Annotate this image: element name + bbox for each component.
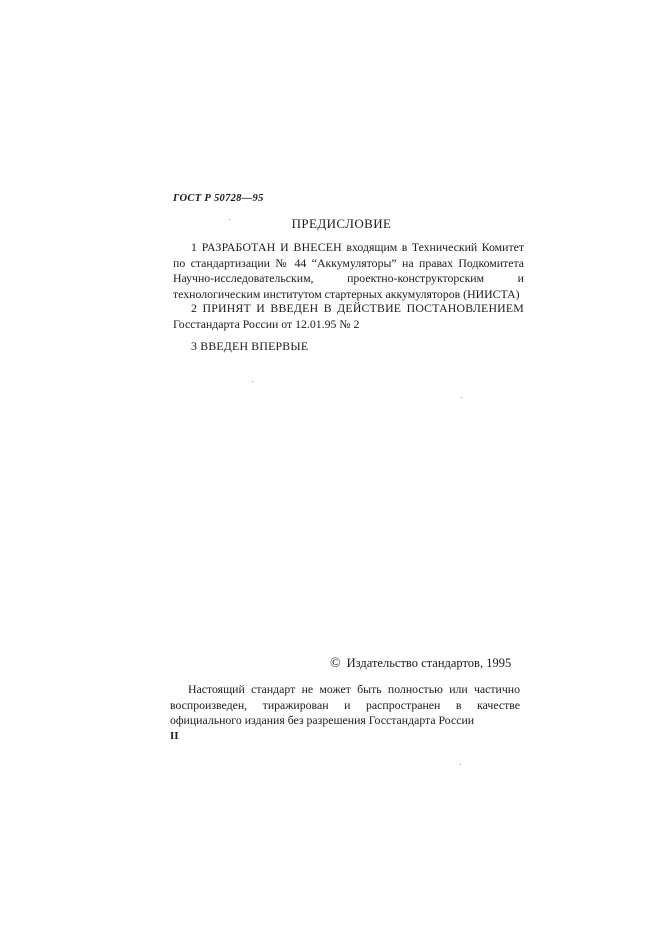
- copyright-line: [330, 656, 511, 672]
- page-number: II: [170, 730, 179, 742]
- scan-speck: [229, 219, 230, 220]
- page-title: ПРЕДИСЛОВИЕ: [291, 216, 392, 231]
- preface-item-2: [173, 301, 524, 332]
- copyright-text: Издательство стандартов, 1995: [346, 656, 512, 670]
- preface-item-1: [173, 240, 524, 302]
- reproduction-notice: [170, 682, 520, 729]
- gost-code: ГОСТ Р 50728—95: [173, 193, 264, 204]
- scan-speck: [252, 381, 253, 382]
- preface-item-2-text: Госстандарта России от 12.01.95 № 2: [173, 316, 360, 331]
- preface-item-3-lead: 3 ВВЕДЕН ВПЕРВЫЕ: [191, 339, 309, 353]
- reproduction-notice-text: Настоящий стандарт не может быть полностью или частично воспроизведен, тиражирован и распространен в качестве официального издания без разрешения Госстандарта России: [170, 682, 520, 727]
- copyright-icon: ©: [330, 656, 341, 671]
- preface-item-1-text: входящим в Технический Комитет по стандартизации № 44 “Аккумуляторы” на правах Подкомитета Научно-исследовательским, проектно-конструкторским и технологическим институтом стартерных аккумуляторов (НИИСТА): [173, 240, 525, 301]
- scan-speck: [461, 397, 462, 398]
- preface-item-2-lead: 2 ПРИНЯТ И ВВЕДЕН В ДЕЙСТВИЕ ПОСТАНОВЛЕНИЕМ: [191, 301, 524, 315]
- preface-item-1-lead: 1 РАЗРАБОТАН И ВНЕСЕН: [191, 240, 342, 254]
- preface-item-3: [173, 339, 524, 355]
- scan-speck: [460, 764, 461, 765]
